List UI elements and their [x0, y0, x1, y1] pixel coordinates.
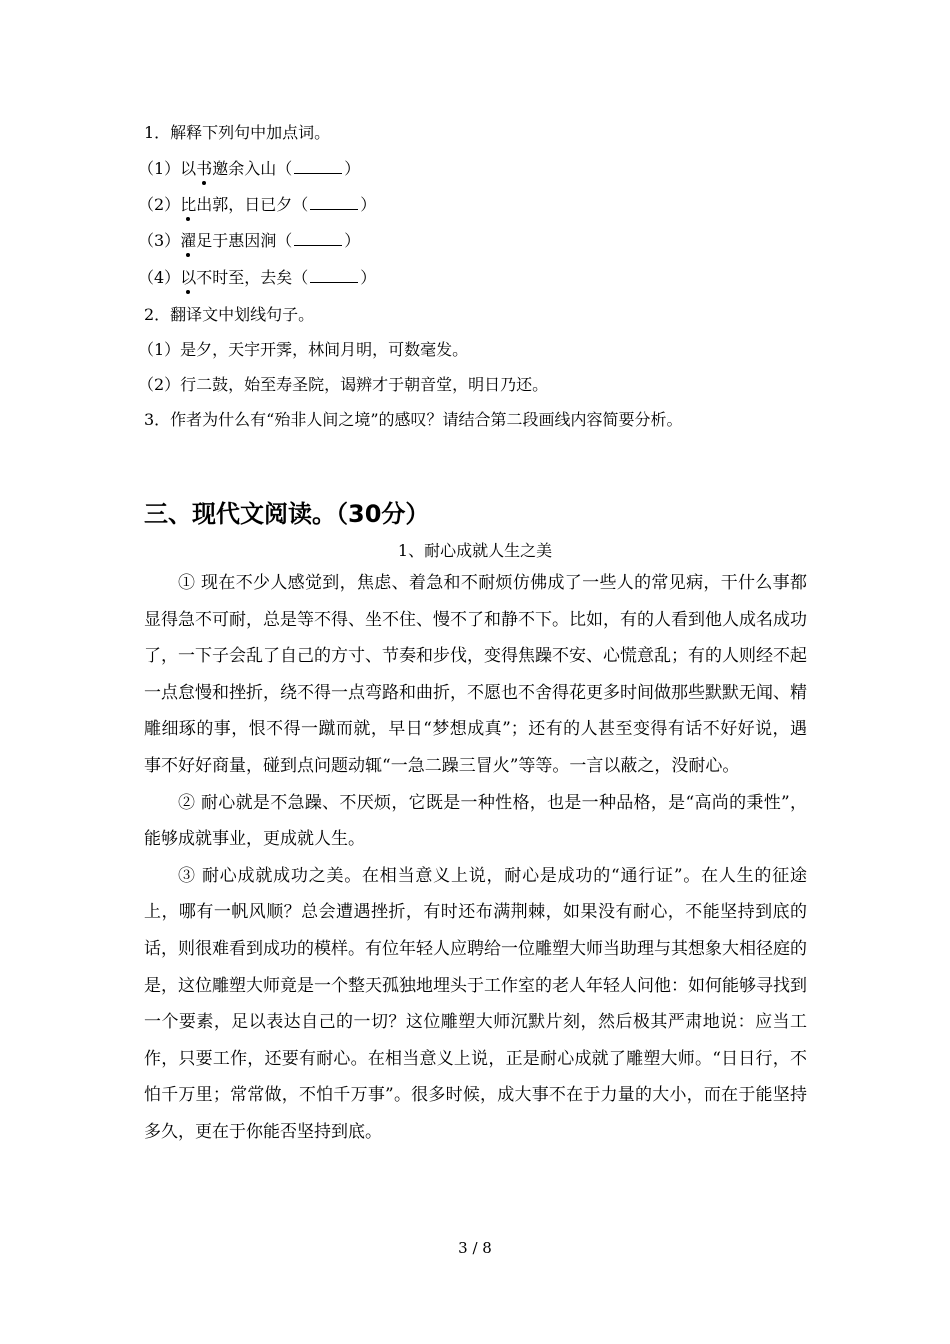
page-number: 3 / 8: [458, 1239, 492, 1257]
item-suffix: ）: [360, 268, 377, 287]
question-1-item-4: [138, 268, 376, 288]
item-prefix: （2）: [138, 195, 181, 214]
item-prefix: （3）: [138, 231, 181, 250]
item-suffix: ）: [360, 195, 377, 214]
question-2-item-2: （2）行二鼓，始至寿圣院，谒辨才于朝音堂，明日乃还。: [138, 375, 549, 394]
question-1-item-1: [138, 159, 360, 179]
item-text: 邀余入山（: [212, 159, 293, 178]
dotted-word: 书: [196, 159, 213, 178]
article-paragraph-3: ③ 耐心成就成功之美。在相当意义上说，耐心是成功的“通行证”。在人生的征途上，哪有一帆风顺？总会遭遇挫折，有时还布满荆棘，如果没有耐心，不能坚持到底的话，则很难看到成功的模样。有位年轻人应聘给一位雕塑大师当助理与其想象大相径庭的是，这位雕塑大师竟是一个整天孤独地埋头于工作室的老人年轻人问他：如何能够寻找到一个要素，足以表达自己的一切？这位雕塑大师沉默片刻，然后极其严肃地说：应当工作，只要工作，还要有耐心。在相当意义上说，正是耐心成就了雕塑大师。“日日行，不怕千万里；常常做，不怕千万事”。很多时候，成大事不在于力量的大小，而在于能坚持多久，更在于你能否坚持到底。: [144, 865, 807, 1142]
question-3-label: 3．作者为什么有“殆非人间之境”的感叹？请结合第二段画线内容简要分析。: [144, 410, 683, 429]
dotted-word: 以: [180, 268, 197, 287]
item-text: 出郭，日已夕（: [196, 195, 309, 214]
item-suffix: ）: [344, 159, 361, 178]
question-2-label: 2．翻译文中划线句子。: [144, 305, 315, 324]
article-title: 1、耐心成就人生之美: [397, 541, 553, 560]
answer-blank[interactable]: [310, 195, 358, 210]
item-suffix: ）: [344, 231, 361, 250]
article-paragraph-2: ② 耐心就是不急躁、不厌烦，它既是一种性格，也是一种品格，是“高尚的秉性”，能够成就事业，更成就人生。: [144, 792, 807, 850]
dotted-word: 比: [180, 195, 197, 214]
item-text: 足于惠因涧（: [196, 231, 293, 250]
item-text: 不时至，去矣（: [196, 268, 309, 287]
item-prefix: （4）: [138, 268, 181, 287]
answer-blank[interactable]: [294, 159, 342, 174]
article-body: [144, 565, 807, 1151]
section-title: 三、现代文阅读。（30分）: [144, 500, 430, 528]
question-1-item-3: [138, 231, 360, 251]
dotted-word: 濯: [180, 231, 197, 250]
answer-blank[interactable]: [310, 268, 358, 283]
article-paragraph-1: ① 现在不少人感觉到，焦虑、着急和不耐烦仿佛成了一些人的常见病，干什么事都显得急不可耐，总是等不得、坐不住、慢不了和静不下。比如，有的人看到他人成名成功了，一下子会乱了自己的方寸、节奏和步伐，变得焦躁不安、心慌意乱；有的人则经不起一点怠慢和挫折，绕不得一点弯路和曲折，不愿也不舍得花更多时间做那些默默无闻、精雕细琢的事，恨不得一蹴而就，早日“梦想成真”；还有的人甚至变得有话不好好说，遇事不好好商量，碰到点问题动辄“一急二躁三冒火”等等。一言以蔽之，没耐心。: [144, 573, 807, 776]
question-1-item-2: [138, 195, 376, 215]
answer-blank[interactable]: [294, 231, 342, 246]
question-1-label: 1．解释下列句中加点词。: [144, 123, 331, 142]
question-2-item-1: （1）是夕，天宇开霁，林间月明，可数毫发。: [138, 340, 469, 359]
item-prefix: （1）以: [138, 159, 197, 178]
